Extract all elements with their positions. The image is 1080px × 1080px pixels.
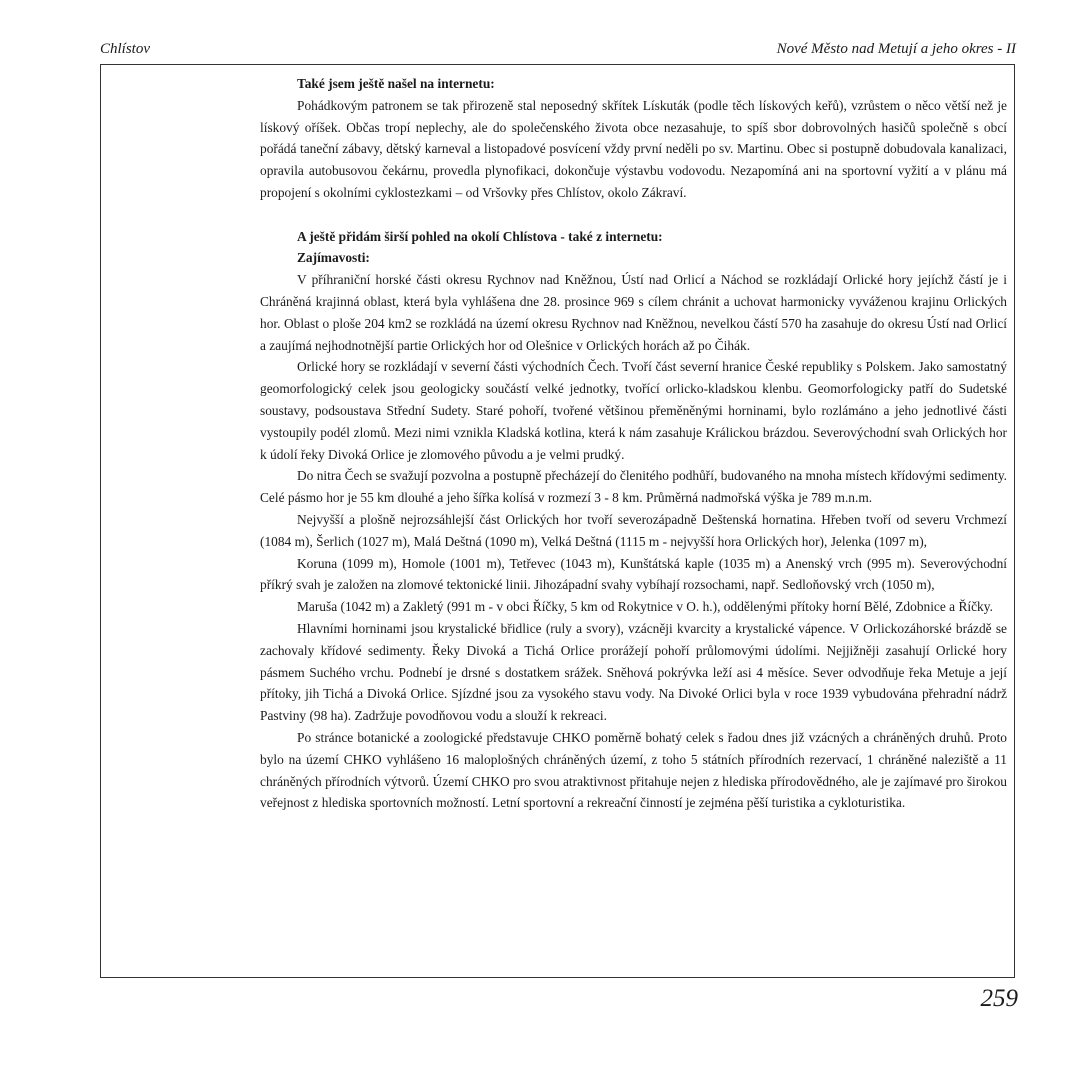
body-text <box>260 73 1007 814</box>
paragraph: Hlavními horninami jsou krystalické břidlice (ruly a svory), vzácněji kvarcity a krystalické vápence. V Orlickozáhorské brázdě se zachovaly křídové sedimenty. Řeky Divoká a Tichá Orlice prorážejí pohoří průlomovými údolími. Nejjižněji zasahují Orlické hory pásmem Suchého vrchu. Podnebí je drsné s dostatkem srážek. Sněhová pokrývka leží asi 4 měsíce. Sever odvodňuje řeka Metuje a její přítoky, jih Tichá a Divoká Orlice. Sjízdné jsou za vysokého stavu vody. Na Divoké Orlici byla v roce 1939 vybudována přehradní nádrž Pastviny (98 ha). Zadržuje povodňovou vodu a slouží k rekreaci. <box>260 620 1007 724</box>
paragraph: Maruša (1042 m) a Zakletý (991 m - v obci Říčky, 5 km od Rokytnice v O. h.), oddělenými přítoky horní Bělé, Zdobnice a Říčky. <box>297 599 993 615</box>
running-head-left: Chlístov <box>100 41 151 57</box>
paragraph: Do nitra Čech se svažují pozvolna a postupně přecházejí do členitého podhůří, budovaného na mnoha místech křídovými sedimenty. Celé pásmo hor je 55 km dlouhé a jeho šířka kolísá v rozmezí 3 - 8 km. Průměrná nadmořská výška je 789 m.n.m. <box>260 468 1007 506</box>
paragraph: Po stránce botanické a zoologické představuje CHKO poměrně bohatý celek s řadou dnes již vzácných a chráněných druhů. Proto bylo na území CHKO vyhlášeno 16 maloplošných chráněných území, z toho 5 státních přírodních rezervací, 1 chráněné naleziště a 11 chráněných přírodních výtvorů. Území CHKO pro svou atraktivnost přitahuje nejen z hlediska přírodovědného, ale je zajímavé pro širokou veřejnost z hlediska sportovních možností. Letní sportovní a rekreační činností je zejména pěší turistika a cykloturistika. <box>260 729 1007 811</box>
page-number: 259 <box>980 985 1018 1012</box>
paragraph: Nejvyšší a plošně nejrozsáhlejší část Orlických hor tvoří severozápadně Deštenská hornatina. Hřeben tvoří od severu Vrchmezí (1084 m), Šerlich (1027 m), Malá Deštná (1090 m), Velká Deštná (1115 m - nejvyšší hora Orlických hor), Jelenka (1097 m), <box>260 511 1007 549</box>
running-head-right: Nové Město nad Metují a jeho okres - II <box>776 41 1016 57</box>
section-spacer <box>260 204 1007 226</box>
paragraph: V příhraniční horské části okresu Rychnov nad Kněžnou, Ústí nad Orlicí a Náchod se rozkládají Orlické hory jejíchž částí je i Chráněná krajinná oblast, která byla vyhlášena dne 28. prosince 969 s cílem chránit a uchovat harmonicky vyváženou krajinu Orlických hor. Oblast o ploše 204 km2 se rozkládá na území okresu Rychnov nad Kněžnou, nevelkou částí 570 ha zasahuje do okresu Ústí nad Orlicí a zaujímá nejhodnotnější partie Orlických hor od Olešnice v Orlických horách až po Čihák. <box>260 272 1007 353</box>
paragraph: Pohádkovým patronem se tak přirozeně stal neposedný skřítek Lískuták (podle těch lískových keřů), vzrůstem o něco větší než je lískový oříšek. Občas tropí neplechy, ale do společenského života obce nezasahuje, to spíš sbor dobrovolných hasičů společně s obcí pořádá taneční zábavy, dětský karneval a listopadové posvícení vždy první neděli po sv. Martinu. Obec si postupně dobudovala kanalizaci, opravila autobusovou čekárnu, provedla plynofikaci, dokončuje výstavbu vodovodu. Nezapomíná ani na sportovní vyžití a v plánu má propojení s okolními cyklostezkami – od Vršovky přes Chlístov, okolo Zákraví. <box>260 97 1007 200</box>
section-heading-internet: Také jsem ještě našel na internetu: <box>297 76 495 91</box>
section-heading-surroundings: A ještě přidám širší pohled na okolí Chlístova - také z internetu: <box>297 228 663 244</box>
paragraph: Orlické hory se rozkládají v severní části východních Čech. Tvoří část severní hranice České republiky s Polskem. Jako samostatný geomorfologický celek jsou geologicky součástí velké jednotky, tvořící orlicko-kladskou klenbu. Geomorfologicky patří do Sudetské soustavy, podsoustava Střední Sudety. Staré pohoří, tvořené většinou přeměněnými horninami, bylo rozlámáno a jeho jednotlivé části vystoupily podél zlomů. Mezi nimi vznikla Kladská kotlina, která k nám zasahuje Králickou brázdou. Severovýchodní svah Orlických hor k údolí řeky Divoká Orlice je zlomového původu a je velmi prudký. <box>260 359 1007 462</box>
paragraph: Koruna (1099 m), Homole (1001 m), Tetřevec (1043 m), Kunštátská kaple (1035 m) a Anenský vrch (995 m). Severovýchodní příkrý svah je založen na zlomové tektonické linii. Jihozápadní svahy vybíhají rozsochami, např. Sedloňovský vrch (1050 m), <box>260 555 1007 593</box>
section-subheading-attractions: Zajímavosti: <box>297 250 370 266</box>
